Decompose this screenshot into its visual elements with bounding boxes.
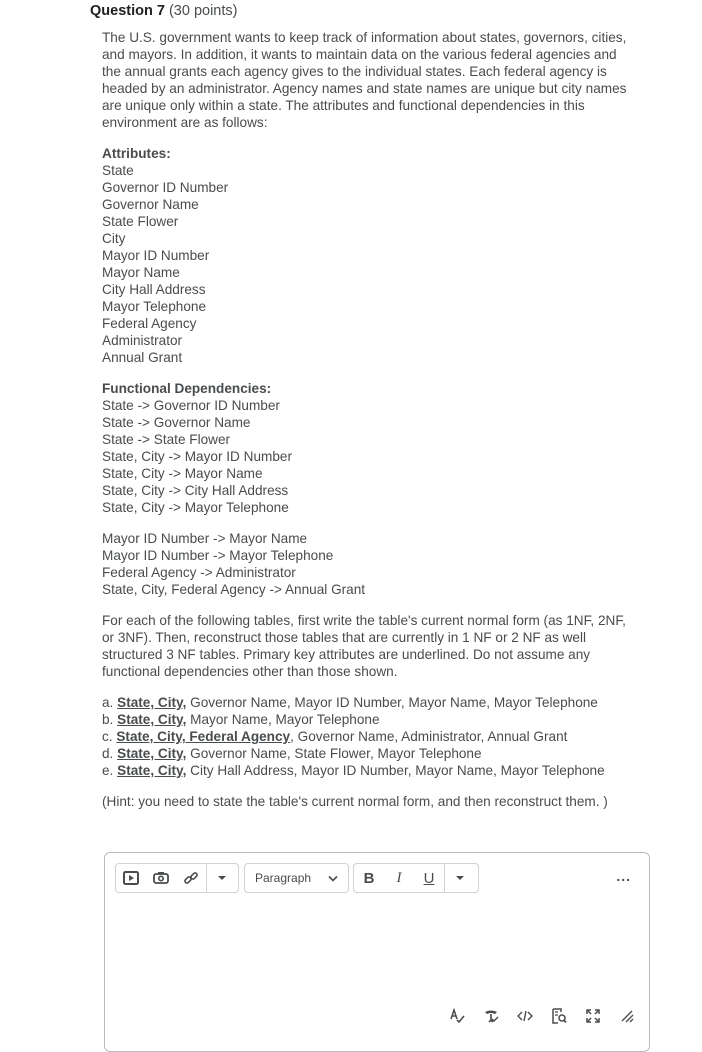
list-item: State, City -> Mayor ID Number xyxy=(102,449,292,464)
primary-key: State, City, xyxy=(117,746,187,761)
list-item: Governor Name xyxy=(102,197,199,212)
primary-key: State, City, xyxy=(117,763,187,778)
table-item: a. State, City, Governor Name, Mayor ID Number, Mayor Name, Mayor Telephone xyxy=(102,695,598,710)
insert-stuff-icon[interactable] xyxy=(146,864,176,892)
list-item: State, City -> Mayor Telephone xyxy=(102,500,289,515)
list-item: State xyxy=(102,163,134,178)
table-item: d. State, City, Governor Name, State Flower, Mayor Telephone xyxy=(102,746,482,761)
list-item: Federal Agency xyxy=(102,316,197,331)
answer-editor[interactable] xyxy=(104,852,650,1052)
underline-button[interactable]: U xyxy=(423,869,435,887)
attributes-title: Attributes: xyxy=(102,146,171,161)
list-item: Mayor Telephone xyxy=(102,299,207,314)
table-item: b. State, City, Mayor Name, Mayor Telephone xyxy=(102,712,380,727)
question-header xyxy=(90,3,237,19)
hint-text: (Hint: you need to state the table's current normal form, and then reconstruct them. ) xyxy=(102,794,608,809)
list-item: State, City, Federal Agency -> Annual Grant xyxy=(102,582,366,597)
primary-key: State, City, xyxy=(117,712,187,727)
question-body xyxy=(102,29,632,810)
fd-title: Functional Dependencies: xyxy=(102,381,272,396)
list-item: State -> State Flower xyxy=(102,432,231,447)
question-title: Question 7 xyxy=(90,3,165,19)
editor-bottom-toolbar xyxy=(447,1003,637,1029)
intro-text: The U.S. government wants to keep track of information about states, governors, cities, and mayors. In addition, it wants to maintain data on the various federal agencies and the annual grants each agency gives to the individual states. Each federal agency is headed by an administrator. Agency names and state names are unique but city names are unique only within a state. The attributes and functional dependencies in this environment are as follows: xyxy=(102,30,627,130)
text-style-more-chevron-icon[interactable] xyxy=(445,864,475,892)
table-item: c. State, City, Federal Agency, Governor Name, Administrator, Annual Grant xyxy=(102,729,568,744)
insert-more-chevron-icon[interactable] xyxy=(207,864,237,892)
list-item: Mayor ID Number -> Mayor Telephone xyxy=(102,548,334,563)
insert-toolbar-group xyxy=(115,863,239,893)
list-item: Annual Grant xyxy=(102,350,183,365)
list-item: Governor ID Number xyxy=(102,180,229,195)
format-select-value: Paragraph xyxy=(255,871,312,885)
format-select-button[interactable] xyxy=(245,864,348,892)
instructions-text: For each of the following tables, first write the table's current normal form (as 1NF, 2NF, or 3NF). Then, reconstruct those tables that are currently in 1 NF or 2 NF as well structured 3 NF tables. Primary key attributes are underlined. Do not assume any xyxy=(102,613,626,662)
preview-icon[interactable] xyxy=(549,1006,569,1026)
list-item: Administrator xyxy=(102,333,183,348)
attributes-list xyxy=(102,162,632,366)
insert-link-icon[interactable] xyxy=(176,864,206,892)
source-code-icon[interactable] xyxy=(515,1006,535,1026)
list-item: City xyxy=(102,231,126,246)
fd-list-1 xyxy=(102,397,632,516)
table-item: e. State, City, City Hall Address, Mayor ID Number, Mayor Name, Mayor Telephone xyxy=(102,763,605,778)
italic-button[interactable]: I xyxy=(396,869,402,886)
fullscreen-icon[interactable] xyxy=(583,1006,603,1026)
list-item: State -> Governor ID Number xyxy=(102,398,280,413)
resize-handle-icon[interactable] xyxy=(617,1006,637,1026)
text-style-group xyxy=(353,863,479,893)
primary-key: State, City, Federal Agency xyxy=(116,729,291,744)
list-item: State, City -> City Hall Address xyxy=(102,483,289,498)
list-item: State, City -> Mayor Name xyxy=(102,466,263,481)
list-item: Mayor ID Number -> Mayor Name xyxy=(102,531,308,546)
list-item: State -> Governor Name xyxy=(102,415,251,430)
format-select[interactable] xyxy=(244,863,349,893)
list-item: Federal Agency -> Administrator xyxy=(102,565,296,580)
primary-key: State, City, xyxy=(117,695,187,710)
list-item: Mayor ID Number xyxy=(102,248,210,263)
spellcheck-icon[interactable] xyxy=(447,1006,467,1026)
instructions-text-2: functional dependencies other than those shown. xyxy=(102,664,398,679)
list-item: Mayor Name xyxy=(102,265,180,280)
question-points: (30 points) xyxy=(168,3,238,19)
fd-list-2 xyxy=(102,530,632,598)
accessibility-check-icon[interactable] xyxy=(481,1006,501,1026)
more-options-button[interactable]: ... xyxy=(616,868,631,884)
list-item: State Flower xyxy=(102,214,179,229)
bold-button[interactable]: B xyxy=(363,869,375,887)
tables-list xyxy=(102,694,632,779)
chevron-down-icon xyxy=(328,875,338,882)
list-item: City Hall Address xyxy=(102,282,206,297)
insert-media-icon[interactable] xyxy=(116,864,146,892)
